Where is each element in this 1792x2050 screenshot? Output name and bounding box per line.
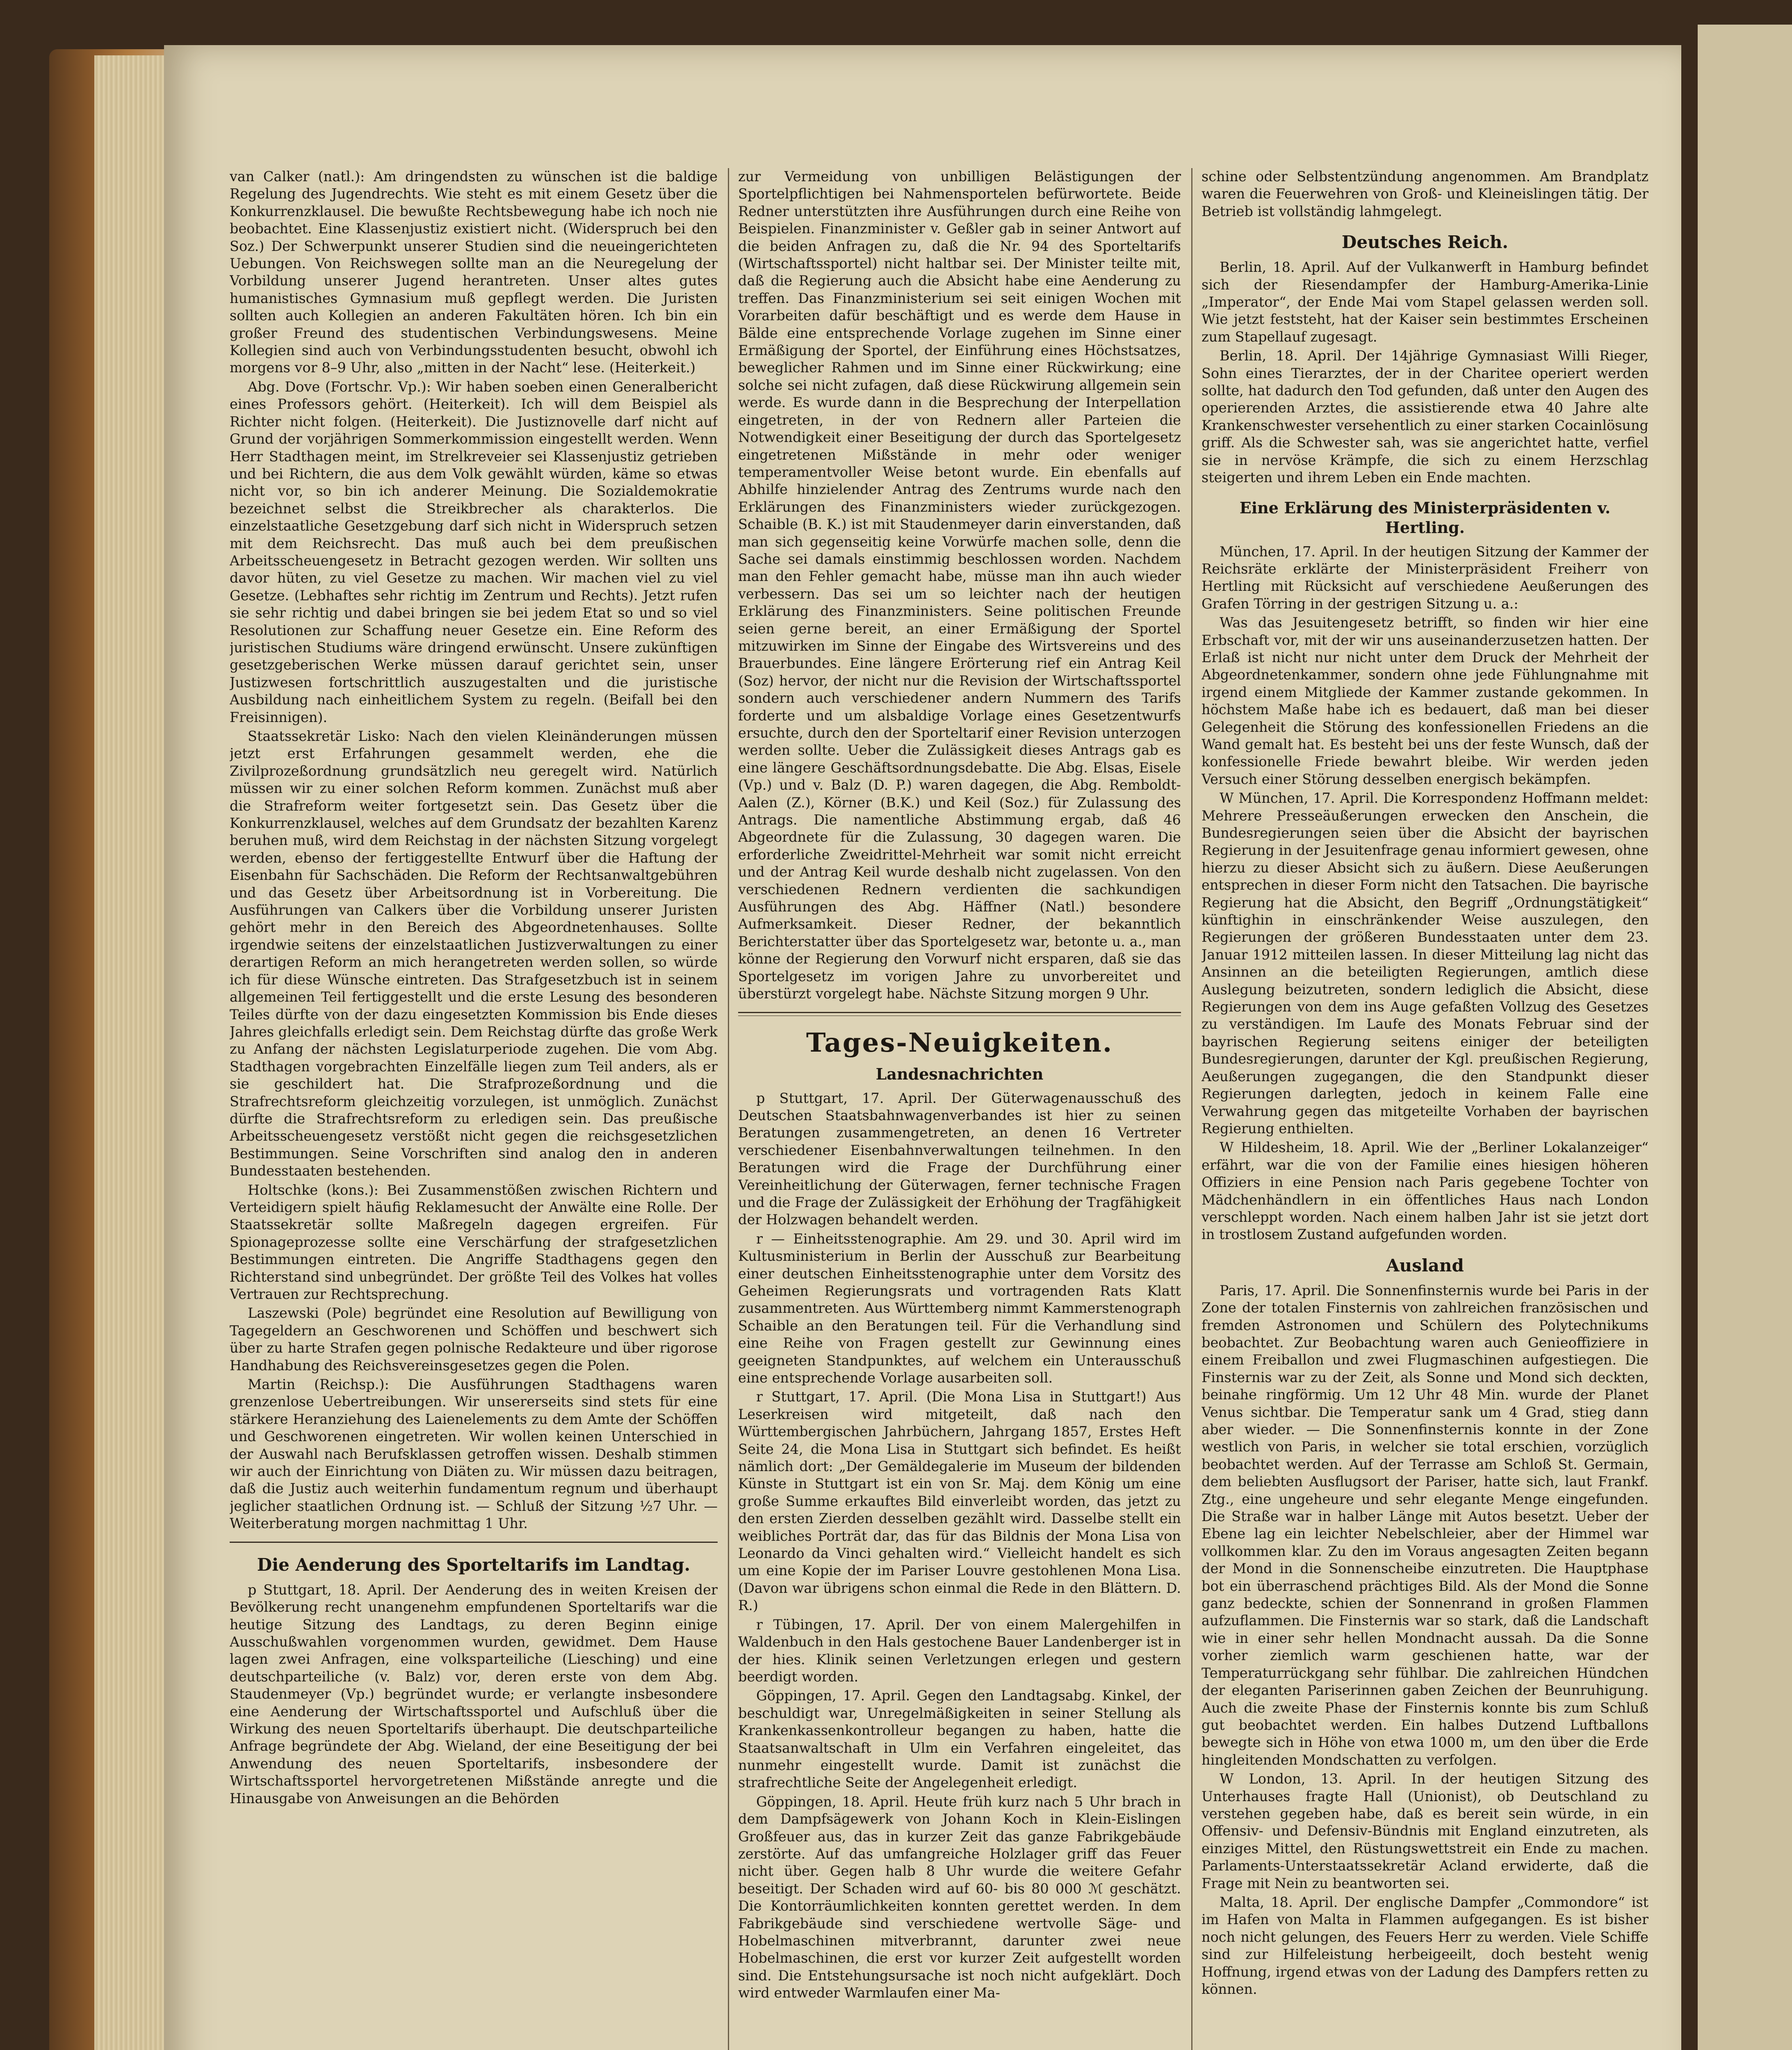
article-paragraph: p Stuttgart, 17. April. Der Güterwagenausschuß des Deutschen Staatsbahnwagenverbandes ist hier zu seinen Beratungen zusammengetreten, an denen 16 Vertreter verschiedener Eisenbahnverwaltungen teilnehmen. In den Beratungen wird die Frage der Durchführung einer Vereinheitlichung der Güterwagen, ferner technische Fragen und die Frage der Zulässigkeit der Erhöhung der Tragfähigkeit der Holzwagen behandelt werden. — [738, 1090, 1181, 1228]
column-1 — [230, 168, 718, 2050]
column-3 — [1202, 168, 1648, 2050]
section-heading: Deutsches Reich. — [1341, 232, 1509, 253]
article-paragraph: r Stuttgart, 17. April. (Die Mona Lisa in Stuttgart!) Aus Leserkreisen wird mitgeteilt, daß nach den Württembergischen Jahrbüchern, Jahrgang 1857, Erstes Heft Seite 24, die Mona Lisa in Stuttgart sich befindet. Es heißt nämlich dort: „Der Gemäldegalerie im Museum der bildenden Künste in Stuttgart ist ein von Sr. Maj. dem König um eine große Summe erkauftes Bild einverleibt worden, das jetzt zu den ersten Zierden desselben gezählt wird. Dasselbe stellt ein weibliches Porträt dar, das für das Bildnis der Mona Lisa von Leonardo da Vinci gehalten wird.“ Vielleicht handelt es sich um eine Kopie der im Pariser Louvre gestohlenen Mona Lisa. (Davon war übrigens schon einmal die Rede in den Blättern. D. R.) — [738, 1389, 1181, 1614]
article-paragraph: schine oder Selbstentzündung angenommen. Am Brandplatz waren die Feuerwehren von Groß- und Kleineislingen tätig. Der Betrieb ist vollständig lahmgelegt. — [1202, 169, 1648, 219]
article-paragraph: van Calker (natl.): Am dringendsten zu wünschen ist die baldige Regelung des Jugendrechts. Wie steht es mit einem Gesetz über die Konkurrenzklausel. Die bewußte Rechtsbewegung habe ich noch nie beobachtet. Eine Klassenjustiz existiert nicht. (Widerspruch bei den Soz.) Der Schwerpunkt unserer Studien sind die neueingerichteten Uebungen. Von Reichswegen sollte man an die Neuregelung der Vorbildung unserer Jugend herantreten. Unser altes gutes humanistisches Gymnasium muß gepflegt werden. Die Juristen sollten auch Kollegien an anderen Fakultäten hören. Ich bin ein großer Freund des studentischen Verbindungswesens. Meine Kollegien sind auch von Verbindungsstudenten besucht, obwohl ich morgens vor 8–9 Uhr, also „mitten in der Nacht“ lese. (Heiterkeit.) — [230, 169, 718, 376]
article-paragraph: Berlin, 18. April. Der 14jährige Gymnasiast Willi Rieger, Sohn eines Tierarztes, der in der Charitee operiert werden sollte, hat dadurch den Tod gefunden, daß unter den Augen des operierenden Arztes, die assistierende etwa 40 Jahre alte Krankenschwester versehentlich zu einer starken Cocainlösung griff. Als die Schwester sah, was sie angerichtet hatte, verfiel sie in nervöse Krämpfe, die sich zu einem Herzschlag steigerten und ihrem Leben ein Ende machten. — [1202, 348, 1648, 486]
article-paragraph: München, 17. April. In der heutigen Sitzung der Kammer der Reichsräte erklärte der Ministerpräsident Freiherr von Hertling mit Rücksicht auf verschiedene Aeußerungen des Grafen Törring in der gestrigen Sitzung u. a.: — [1202, 543, 1648, 612]
article-paragraph: r — Einheitsstenographie. Am 29. und 30. April wird im Kultusministerium in Berlin der Ausschuß zur Bearbeitung einer deutschen Einheitsstenographie unter dem Vorsitz des Geheimen Regierungsrats und vortragenden Rats Klatt zusammentreten. Aus Württemberg nimmt Kammerstenograph Schaible an den Beratungen teil. Für die Verhandlung sind eine Reihe von Fragen gestellt zur Gewinnung eines geeigneten Standpunktes, auf welchem ein Unterausschuß eine entsprechende Vorlage ausarbeiten soll. — [738, 1230, 1181, 1386]
section-heading: Ausland — [1386, 1255, 1464, 1276]
column-2 — [738, 168, 1181, 2050]
section-heading: Tages-Neuigkeiten. — [806, 1027, 1113, 1058]
article-paragraph: Göppingen, 18. April. Heute früh kurz nach 5 Uhr brach in dem Dampfsägewerk von Johann Koch in Klein-Eislingen Großfeuer aus, das in kurzer Zeit das ganze Fabrikgebäude zerstörte. Auf das umfangreiche Holzlager griff das Feuer nicht über. Gegen halb 8 Uhr wurde die weitere Gefahr beseitigt. Der Schaden wird auf 60- bis 80 000 ℳ geschätzt. Die Kontorräumlichkeiten konnten gerettet werden. In dem Fabrikgebäude sind verschiedene wertvolle Säge- und Hobelmaschinen mitverbrannt, darunter zwei neue Hobelmaschinen, die erst vor kurzer Zeit aufgestellt worden sind. Die Entstehungsursache ist noch nicht aufgeklärt. Doch wird entweder Warmlaufen einer Ma- — [738, 1793, 1181, 2001]
article-paragraph: W London, 13. April. In der heutigen Sitzung des Unterhauses fragte Hall (Unionist), ob Deutschland zu verstehen gegeben habe, daß es bereit sein würde, in ein Offensiv- und Defensiv-Bündnis mit England einzutreten, als einziges Mittel, den Rüstungswettstreit ein Ende zu machen. Parlaments-Unterstaatssekretär Acland erwiderte, daß die Frage mit Nein zu beantworten sei. — [1202, 1771, 1648, 1891]
article-paragraph: W München, 17. April. Die Korrespondenz Hoffmann meldet: Mehrere Presseäußerungen erwecken den Anschein, die Bundesregierungen seien über die Absicht der bayrischen Regierung in der Jesuitenfrage genau informiert gewesen, ohne hierzu zu dieser Absicht sich zu äußern. Diese Aeußerungen entsprechen in dieser Form nicht den Tatsachen. Die bayrische Regierung hat die Absicht, den Begriff „Ordnungstätigkeit“ künftighin in einschränkender Weise auszulegen, den Regierungen der größeren Bundesstaaten unter dem 23. Januar 1912 mitteilen lassen. In dieser Mitteilung lag nicht das Ansinnen an die beteiligten Regierungen, amtlich diese Auslegung beizutreten, sondern lediglich die Absicht, diese Regierungen von dem ins Auge gefaßten Vollzug des Gesetzes zu verständigen. Im Laufe des Monats Februar sind der bayrischen Regierung seitens einiger der beteiligten Bundesregierungen, darunter der Kgl. preußischen Regierung, Aeußerungen zugegangen, die den Standpunkt dieser Regierungen darlegten, jedoch in keinem Falle eine Verwahrung gegen das mitgeteilte Vorhaben der bayrischen Regierung enthielten. — [1202, 790, 1648, 1137]
section-subheading: Landesnachrichten — [875, 1064, 1044, 1083]
column-rule — [728, 168, 729, 2050]
article-paragraph: Laszewski (Pole) begründet eine Resolution auf Bewilligung von Tagegeldern an Geschworenen und Schöffen und beschwert sich über zu harte Strafen gegen polnische Redakteure und über rigorose Handhabung des Reichsvereinsgesetzes gegen die Polen. — [230, 1305, 718, 1374]
article-paragraph: Martin (Reichsp.): Die Ausführungen Stadthagens waren grenzenlose Uebertreibungen. Wir unsererseits sind stets für eine stärkere Heranziehung des Laienelements zu dem Amte der Schöffen und Geschworenen eingetreten. Wir wollen keinen Unterschied in der Auswahl nach Berufsklassen getroffen wissen. Deshalb stimmen wir auch der Einrichtung von Diäten zu. Wir müssen dazu beitragen, daß die Justiz auch weiterhin fundamentum regnum und überhaupt jeglicher staatlichen Ordnung ist. — Schluß der Sitzung ½7 Uhr. — Weiterberatung morgen nachmittag 1 Uhr. — [230, 1376, 718, 1532]
article-paragraph: W Hildesheim, 18. April. Wie der „Berliner Lokalanzeiger“ erfährt, war die von der Familie eines hiesigen höheren Offiziers in eine Pension nach Paris gegebene Tochter von Mädchenhändlern in ein öffentliches Haus nach London verschleppt worden. Nach einem halben Jahr ist sie jetzt dort in trostlosem Zustand aufgefunden worden. — [1202, 1139, 1648, 1243]
facing-page-edge — [1698, 25, 1792, 2050]
article-paragraph: Paris, 17. April. Die Sonnenfinsternis wurde bei Paris in der Zone der totalen Finsternis von zahlreichen französischen und fremden Astronomen und Schülern des Polytechnikums beobachtet. Zur Beobachtung waren auch Genieoffiziere in einem Freiballon und zwei Flugmaschinen aufgestiegen. Die Finsternis war zu der Zeit, als Sonne und Mond sich deckten, beinahe ringförmig. Um 12 Uhr 48 Min. wurde der Planet Venus sichtbar. Die Temperatur sank um 4 Grad, stieg dann aber wieder. — Die Sonnenfinsternis konnte in der Zone westlich von Paris, in welcher sie total erschien, vorzüglich beobachtet werden. Auf der Terrasse am Schloß St. Germain, dem beliebten Ausflugsort der Pariser, hatte sich, laut Frankf. Ztg., eine ungeheure und sehr elegante Menge eingefunden. Die Straße war in halber Länge mit Autos besetzt. Ueber der Ebene lag ein leichter Nebelschleier, aber der Himmel war vollkommen klar. Zu den im Voraus angesagten Zeiten begann der Mond in die Sonnenscheibe einzutreten. Die Hauptphase bot ein überraschend prächtiges Bild. Als der Mond die Sonne ganz bedeckte, schien der Sonnenrand in großen Flammen aufzuflammen. Die Finsternis war so stark, daß die Landschaft wie in einer sehr hellen Mondnacht aussah. Da die Sonne vorher ziemlich warm geschienen hatte, war der Temperaturrückgang sehr fühlbar. Die zahlreichen Hündchen der eleganten Pariserinnen gaben Zeichen der Beunruhigung. Auch die zweite Phase der Finsternis konnte bis zum Schluß gut beobachtet werden. Ein halbes Dutzend Luftballons bewegte sich in Höhe von etwa 1000 m, um den über die Erde hingleitenden Mondschatten zu verfolgen. — [1202, 1282, 1648, 1768]
article-paragraph: Abg. Dove (Fortschr. Vp.): Wir haben soeben einen Generalbericht eines Professors gehört. (Heiterkeit). Ich will dem Beispiel als Richter nicht folgen. (Heiterkeit). Die Justiznovelle darf nicht auf Grund der vorjährigen Sommerkommission eingestellt werden. Wenn Herr Stadthagen meint, im Strelkreveier sei Klassenjustiz getrieben und bei Richtern, die aus dem Volk gewählt würden, käme so etwas nicht vor, so bin ich anderer Meinung. Die Sozialdemokratie bezeichnet selbst die Streikbrecher als charakterlos. Die einzelstaatliche Gesetzgebung darf sich nicht in Widerspruch setzen mit dem Reichsrecht. Das muß auch bei dem preußischen Arbeitsscheuengesetz in Betracht gezogen werden. Wir sollten uns davor hüten, zu viel Gesetze zu machen. Wir machen viel zu viel Gesetze. (Lebhaftes sehr richtig im Zentrum und Rechts). Jetzt rufen sie sehr richtig und dabei bringen sie bei jedem Etat so und so viel Resolutionen zur Schaffung neuer Gesetze ein. Eine Reform des juristischen Studiums wäre dringend erwünscht. Unsere zukünftigen gesetzgeberischen Werke müssen darauf gerichtet sein, unser Justizwesen fortschrittlich auszugestalten und die juristische Ausbildung nach einheitlichem System zu regeln. (Beifall bei den Freisinnigen). — [230, 378, 718, 725]
article-paragraph: Staatssekretär Lisko: Nach den vielen Kleinänderungen müssen jetzt erst Erfahrungen gesammelt werden, ehe die Zivilprozeßordnung grundsätzlich neu geregelt wird. Natürlich müssen wir zu einer solchen Reform kommen. Zunächst muß aber die Strafreform weiter fortgesetzt sein. Das Gesetz über die Konkurrenzklausel, welches auf dem Grundsatz der bezahlten Karenz beruhen muß, wird dem Reichstag in der nächsten Sitzung vorgelegt werden, ebenso der fertiggestellte Entwurf über die Haftung der Eisenbahn für Sachschäden. Die Reform der Rechtsanwaltgebühren und das Gesetz über Arbeitsordnung ist in Vorbereitung. Die Ausführungen van Calkers über die Vorbildung unserer Juristen gehört mehr in den Bereich des Abgeordnetenhauses. Sollte irgendwie seitens der einzelstaatlichen Justizverwaltungen zu einer derartigen Reform an mich herangetreten werden sollen, so würde ich für diese Wünsche eintreten. Das Strafgesetzbuch ist in seinem allgemeinen Teil fertiggestellt und die erste Lesung des besonderen Teiles dürfte von der dazu eingesetzten Kommission bis Ende dieses Jahres gleichfalls erledigt sein. Dem Reichstag dürfte das große Werk zu Anfang der nächsten Legislaturperiode zugehen. Die vom Abg. Stadthagen vorgebrachten Einzelfälle liegen zum Teil anders, als er sie geschildert hat. Die Strafprozeßordnung und die Strafrechtsreform gleichzeitig vorzulegen, ist unmöglich. Zunächst dürfte die Strafrechtsreform zu erledigen sein. Das preußische Arbeitsscheuengesetz verstößt nicht gegen die reichsgesetzlichen Bestimmungen. Seine Vorschriften sind analog den in anderen Bundesstaaten bestehenden. — [230, 728, 718, 1179]
article-paragraph: Was das Jesuitengesetz betrifft, so finden wir hier eine Erbschaft vor, mit der wir uns auseinanderzusetzen hatten. Der Erlaß ist nicht nur nicht unter dem Druck der Mehrheit der Abgeordnetenkammer, sondern ohne jede Fühlungnahme mit irgend einem Mitgliede der Kammer zustande gekommen. In höchstem Maße habe ich es bedauert, daß man bei dieser Gelegenheit die Störung des konfessionellen Friedens an die Wand gemalt hat. Es besteht bei uns der feste Wunsch, daß der konfessionelle Friede bewahrt bleibe. Wir werden jeden Versuch einer Störung desselben energisch bekämpfen. — [1202, 615, 1648, 787]
article-paragraph: Berlin, 18. April. Auf der Vulkanwerft in Hamburg befindet sich der Riesendampfer der Hamburg-Amerika-Linie „Imperator“, der Ende Mai vom Stapel gelassen werden soll. Wie jetzt feststeht, hat der Kaiser sein bestimmtes Erscheinen zum Stapellauf zugesagt. — [1202, 259, 1648, 345]
article-paragraph: r Tübingen, 17. April. Der von einem Malergehilfen in Waldenbuch in den Hals gestochene Bauer Landenberger ist in der hies. Klinik seinen Verletzungen erlegen und gestern beerdigt worden. — [738, 1616, 1181, 1685]
section-divider — [230, 1542, 718, 1543]
column-rule — [1191, 168, 1192, 2050]
newspaper-page — [164, 45, 1681, 2050]
article-paragraph: p Stuttgart, 18. April. Der Aenderung des in weiten Kreisen der Bevölkerung recht unangenehm empfundenen Sporteltarifs war die heutige Sitzung des Landtags, zu deren Beginn einige Ausschußwahlen vorgenommen wurden, gewidmet. Dem Hause lagen zwei Anfragen, eine volksparteiliche (Liesching) und eine deutschparteiliche (v. Balz) vor, deren erste von dem Abg. Staudenmeyer (Vp.) begründet wurde; er verlangte insbesondere eine Aenderung der Wirtschaftssportel und Aufschluß über die Wirkung des neuen Sporteltarifs überhaupt. Die deutschparteiliche Anfrage begründete der Abg. Wieland, der eine Beseitigung der bei Anwendung des neuen Sporteltarifs, insbesondere der Wirtschaftssportel hervorgetretenen Mißstände anregte und die Hinausgabe von Anweisungen an die Behörden — [230, 1581, 718, 1806]
article-paragraph: Göppingen, 17. April. Gegen den Landtagsabg. Kinkel, der beschuldigt war, Unregelmäßigkeiten in seiner Stellung als Krankenkassenkontrolleur begangen zu haben, hatte die Staatsanwaltschaft in Ulm ein Verfahren eingeleitet, das nunmehr eingestellt wurde. Damit ist zunächst die strafrechtliche Seite der Angelegenheit erledigt. — [738, 1688, 1181, 1791]
article-paragraph: zur Vermeidung von unbilligen Belästigungen der Sportelpflichtigen bei Nahmensportelen befürwortete. Beide Redner unterstützten ihre Ausführungen durch eine Reihe von Beispielen. Finanzminister v. Geßler gab in seiner Antwort auf die beiden Anfragen zu, daß die Nr. 94 des Sporteltarifs (Wirtschaftssportel) nicht haltbar sei. Der Minister teilte mit, daß die Regierung auch die Absicht habe eine Aenderung zu treffen. Das Finanzministerium sei seit einigen Wochen mit Vorarbeiten dafür beschäftigt und es werde dem Hause in Bälde eine entsprechende Vorlage zugehen im Sinne einer Ermäßigung der Sportel, der Einführung eines Höchstsatzes, beweglicher Rahmen und im Sinne einer Rückwirkung; eine solche sei nicht zufagen, daß diese Rückwirung allgemein sein werde. Es wurde dann in die Besprechung der Interpellation eingetreten, in der von Rednern aller Parteien die Notwendigkeit einer Beseitigung der durch das Sportelgesetz eingetretenen Mißstände in mehr oder weniger temperamentvoller Weise betont wurde. Ein ebenfalls auf Abhilfe hinzielender Antrag des Zentrums wurde nach den Erklärungen des Finanzministers wieder zurückgezogen. Schaible (B. K.) ist mit Staudenmeyer darin einverstanden, daß man sich gegenseitig keine Vorwürfe machen solle, denn die Sache sei damals einstimmig beschlossen worden. Nachdem man den Fehler gemacht habe, müsse man ihn auch wieder verbessern. Das sei um so leichter nach der heutigen Erklärung des Finanzministers. Seine politischen Freunde seien gerne bereit, an einer Ermäßigung der Sportel mitzuwirken im Sinne der Eingabe des Wirtsvereins und des Brauerbundes. Eine längere Erörterung rief ein Antrag Keil (Soz) hervor, der nicht nur die Revision der Wirtschaftssportel sondern auch verschiedener andern Nummern des Tarifs forderte und um alsbaldige Vorlage eines Gesetzentwurfs ersuchte, durch den der Sporteltarif einer Revision unterzogen werden sollte. Ueber die Zulässigkeit dieses Antrags gab es eine längere Geschäftsordnungsdebatte. Die Abg. Elsas, Eisele (Vp.) und v. Balz (D. P.) waren dagegen, die Abg. Remboldt-Aalen (Z.), Körner (B.K.) und Keil (Soz.) für Zulassung des Antrags. Die namentliche Abstimmung ergab, daß 46 Abgeordnete für die Zulassung, 30 dagegen waren. Die erforderliche Zweidrittel-Mehrheit war somit nicht erreicht und der Antrag Keil wurde deshalb nicht zugelassen. Von den verschiedenen Rednern verdienten die sachkundigen Ausführungen des Abg. Häffner (Natl.) besondere Aufmerksamkeit. Dieser Redner, der bekanntlich Berichterstatter über das Sportelgesetz war, betonte u. a., man könne der Regierung den Vorwurf nicht ersparen, daß sie das Sportelgesetz im vorigen Jahre zu unvorbereitet und überstürzt vorgelegt habe. Nächste Sitzung morgen 9 Uhr. — [738, 169, 1181, 1002]
section-divider — [738, 1012, 1181, 1016]
section-heading: Die Aenderung des Sporteltarifs im Landtag. — [257, 1554, 691, 1575]
section-heading: Eine Erklärung des Ministerpräsidenten v. Hertling. — [1239, 498, 1611, 537]
article-paragraph: Holtschke (kons.): Bei Zusammenstößen zwischen Richtern und Verteidigern spielt häufig Reklamesucht der Anwälte eine Rolle. Der Staatssekretär sollte Maßregeln dagegen ergreifen. Für Spionageprozesse sollte eine Verschärfung der strafgesetzlichen Bestimmungen eintreten. Die Angriffe Stadthagens gegen den Richterstand sind unbegründet. Der größte Teil des Volkes hat volles Vertrauen zur Rechtsprechung. — [230, 1182, 718, 1302]
article-paragraph: Malta, 18. April. Der englische Dampfer „Commondore“ ist im Hafen von Malta in Flammen aufgegangen. Es ist bisher noch nicht gelungen, des Feuers Herr zu werden. Viele Schiffe sind zur Hilfeleistung herbeigeeilt, doch besteht wenig Hoffnung, irgend etwas von der Ladung des Dampfers retten zu können. — [1202, 1894, 1648, 1997]
